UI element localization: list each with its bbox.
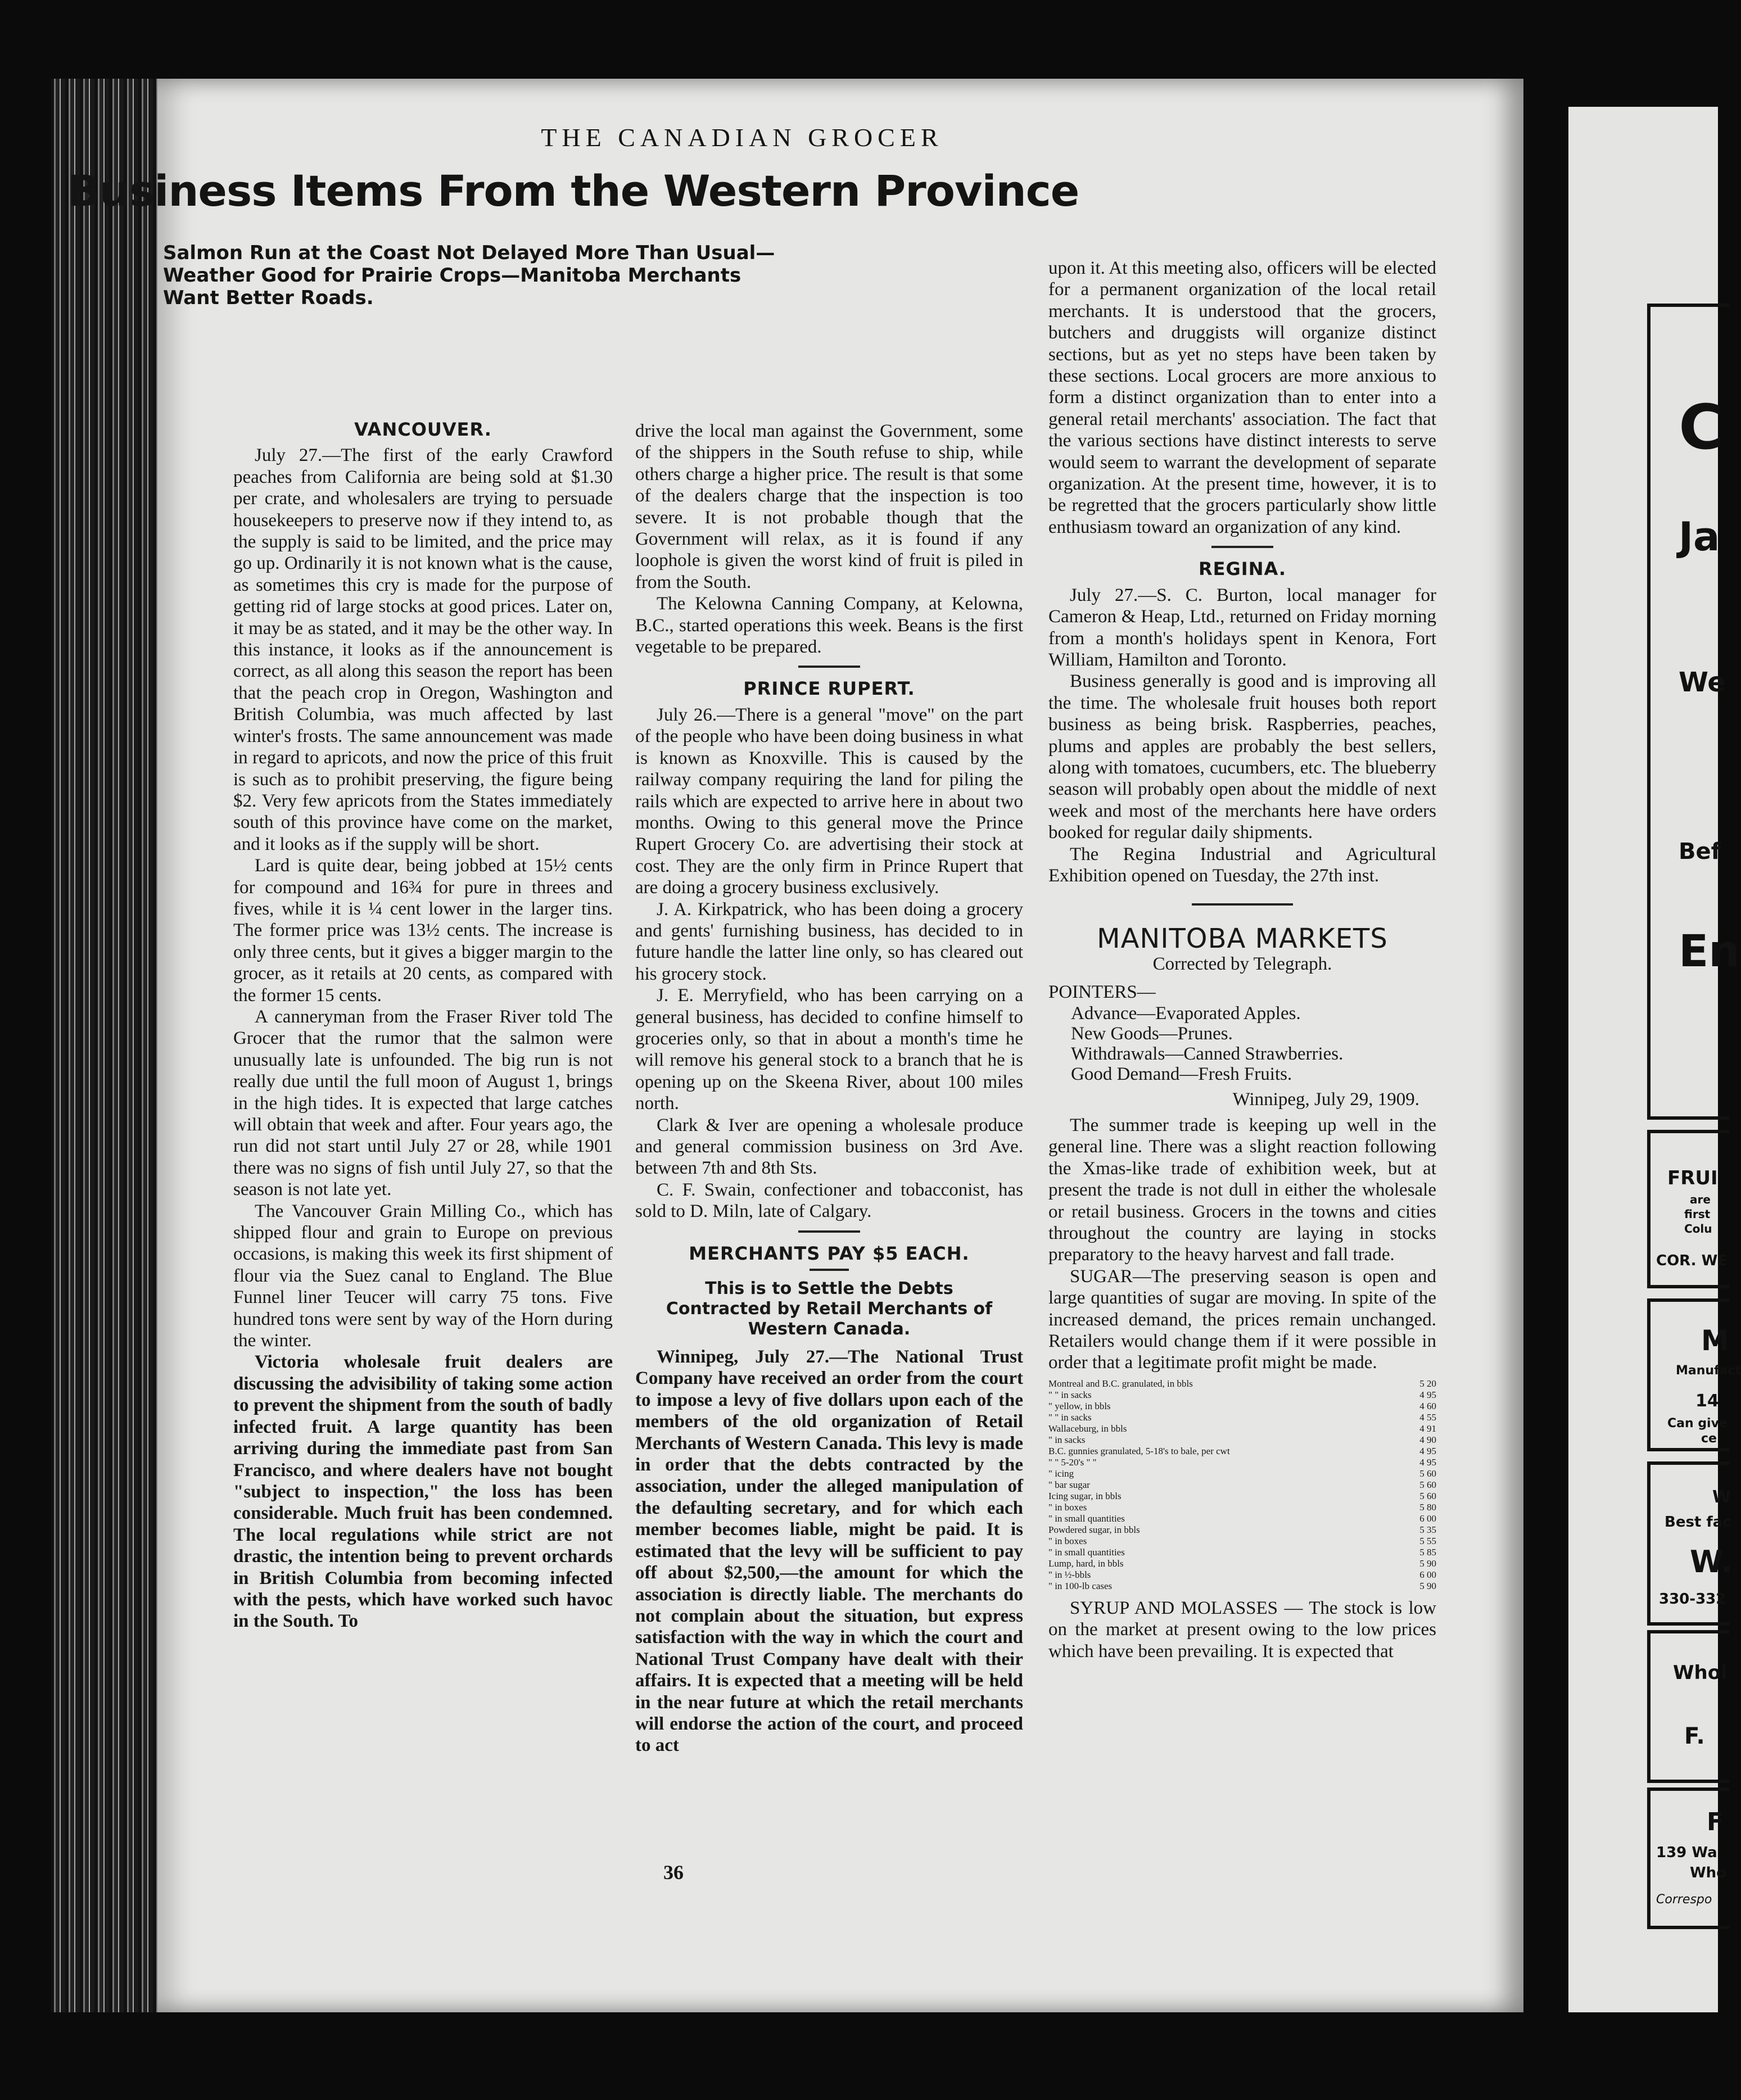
price-row xyxy=(1048,1434,1436,1446)
paragraph: Clark & Iver are opening a wholesale produce and general commission business on 3rd Ave. between 7th and 8th Sts. xyxy=(635,1115,1023,1179)
subhead: Salmon Run at the Coast Not Delayed More Than Usual—Weather Good for Prairie Crops—Manitoba Merchants Want Better Roads. xyxy=(163,242,775,309)
ad-fragment: Whol xyxy=(1673,1662,1728,1684)
price-row xyxy=(1048,1581,1436,1592)
price-item: " in small quantities xyxy=(1048,1513,1125,1524)
price-item: " " in sacks xyxy=(1048,1389,1092,1400)
pointer-item: Withdrawals—Canned Strawberries. xyxy=(1071,1043,1344,1064)
paragraph: Victoria wholesale fruit dealers are discussing the advisibility of taking some action to prevent the shipment from the south of badly infected fruit. A large quantity has been arriving during the immediate past from San Francisco, and where dealers have not bought "subject to inspection," the loss has been considerable. Much fruit has been condemned. The local regulations while strict are not drastic, the intention being to prevent orchards in British Columbia from becoming infected with the pests, which have worked such havoc in the South. To xyxy=(233,1352,613,1632)
price-item: " icing xyxy=(1048,1468,1074,1479)
ad-fragment: Who xyxy=(1690,1864,1727,1881)
price-row xyxy=(1048,1401,1436,1412)
paragraph: The summer trade is keeping up well in the general line. There was a slight reaction following the Xmas-like trade of exhibition week, but at present the trade is not dull in either the wholesale or retail business. Grocers in the towns and cities throughout the country are laying in stocks preparatory to the heavy harvest and fall trade. xyxy=(1048,1115,1436,1265)
ad-fragment: Ja xyxy=(1679,514,1720,560)
price-value: 4 95 xyxy=(1419,1456,1436,1468)
ad-fragment: Colu xyxy=(1684,1222,1712,1235)
section-heading-regina: REGINA. xyxy=(1199,558,1286,580)
ad-fragment: 330-332 xyxy=(1659,1591,1726,1608)
paragraph: J. E. Merryfield, who has been carrying on a general business, has decided to confine himself to groceries only, so that in about a month's time he will remove his general stock to a branch that he is opening up on the Skeena River, about 100 miles north. xyxy=(635,985,1023,1114)
ad-fragment: Best fac xyxy=(1665,1514,1731,1531)
adjacent-ad-box xyxy=(1647,1787,1729,1929)
price-item: " in small quantities xyxy=(1048,1546,1125,1558)
paragraph: The Kelowna Canning Company, at Kelowna, B.C., started operations this week. Beans is the first vegetable to be prepared. xyxy=(635,594,1023,658)
ad-fragment: F. xyxy=(1684,1723,1705,1749)
price-row xyxy=(1048,1524,1436,1536)
pointer-item: Good Demand—Fresh Fruits. xyxy=(1071,1063,1292,1084)
adjacent-ad-box xyxy=(1647,1298,1741,1451)
ad-fragment: COR. WE xyxy=(1656,1252,1728,1269)
price-row xyxy=(1048,1569,1436,1581)
section-subheading-merchants: This is to Settle the Debts Contracted by Retail Merchants of Western Canada. xyxy=(666,1279,993,1339)
price-value: 5 60 xyxy=(1419,1479,1436,1490)
price-row xyxy=(1048,1513,1436,1524)
book-binding-edge xyxy=(51,79,157,2012)
paragraph: Lard is quite dear, being jobbed at 15½ cents for compound and 16¾ for pure in threes and fives, while it is ¼ cent lower in the larger tins. The former price was 13½ cents. The increase is only three cents, but it gives a bigger margin to the grocer, as it retails at 20 cents, as compared with the former 15 cents. xyxy=(233,856,613,1006)
paragraph: Winnipeg, July 27.—The National Trust Company have received an order from the court to impose a levy of five dollars upon each of the members of the old organization of Retail Merchants of Western Canada. This levy is made in order that the debts contracted by the association, under the alleged manipulation of the defaulting secretary, and for which each member becomes liable, might be paid. It is estimated that the levy will be sufficient to pay off about $2,500,—the amount for which the association is directly liable. The merchants do not complain about the situation, but express satisfaction with the way in which the court and National Trust Company have dealt with their affairs. It is expected that a meeting will be held in the near future at which the retail merchants will endorse the action of the court, and proceed to act xyxy=(635,1347,1023,1756)
price-value: 4 90 xyxy=(1419,1434,1436,1445)
price-value: 5 90 xyxy=(1419,1558,1436,1569)
price-value: 5 55 xyxy=(1419,1535,1436,1546)
price-value: 5 35 xyxy=(1419,1524,1436,1535)
price-value: 4 91 xyxy=(1419,1423,1436,1434)
price-value: 5 80 xyxy=(1419,1501,1436,1513)
paragraph: J. A. Kirkpatrick, who has been doing a grocery and gents' furnishing business, has decided to in future handle the latter line only, so has cleared out his grocery stock. xyxy=(635,899,1023,984)
price-item: B.C. gunnies granulated, 5-18's to bale, per cwt xyxy=(1048,1445,1230,1456)
adjacent-ad-box xyxy=(1647,1630,1729,1783)
pointer-item: Advance—Evaporated Apples. xyxy=(1071,1003,1301,1024)
paragraph: July 27.—S. C. Burton, local manager for Cameron & Heap, Ltd., returned on Friday morning from a month's holidays spent in Kenora, Fort William, Hamilton and Toronto. xyxy=(1048,585,1436,670)
price-value: 6 00 xyxy=(1419,1513,1436,1524)
column-1 xyxy=(233,413,613,1632)
price-row xyxy=(1048,1547,1436,1558)
manitoba-markets-title: MANITOBA MARKETS xyxy=(1097,923,1388,955)
price-row xyxy=(1048,1468,1436,1479)
price-item: " in sacks xyxy=(1048,1434,1086,1445)
pointer-item: New Goods—Prunes. xyxy=(1071,1023,1233,1044)
price-value: 5 90 xyxy=(1419,1580,1436,1591)
section-rule xyxy=(810,1269,849,1271)
price-row xyxy=(1048,1479,1436,1491)
ad-fragment: ce xyxy=(1701,1432,1717,1446)
ad-fragment: Can give xyxy=(1667,1416,1728,1431)
adjacent-ad-box xyxy=(1647,1130,1729,1288)
ad-fragment: are xyxy=(1690,1193,1711,1206)
column-2 xyxy=(635,420,1023,1757)
price-item: Lump, hard, in bbls xyxy=(1048,1558,1124,1569)
section-rule xyxy=(1211,546,1273,548)
price-row xyxy=(1048,1491,1436,1502)
paragraph: C. F. Swain, confectioner and tobacconist, has sold to D. Miln, late of Calgary. xyxy=(635,1179,1023,1222)
price-item: " in boxes xyxy=(1048,1535,1087,1546)
paragraph: SYRUP AND MOLASSES — The stock is low on the market at present owing to the low prices which have been prevailing. It is expected that xyxy=(1048,1597,1436,1662)
ad-fragment: W xyxy=(1712,1487,1731,1507)
section-heading-merchants: MERCHANTS PAY $5 EACH. xyxy=(689,1242,970,1264)
ad-fragment: F xyxy=(1707,1808,1724,1836)
price-item: Wallaceburg, in bbls xyxy=(1048,1423,1127,1434)
dateline: Winnipeg, July 29, 1909. xyxy=(1232,1089,1419,1110)
price-row xyxy=(1048,1558,1436,1569)
paragraph: The Regina Industrial and Agricultural Exhibition opened on Tuesday, the 27th inst. xyxy=(1048,844,1436,886)
ad-fragment: Manufact xyxy=(1676,1364,1741,1378)
price-item: " in 100-lb cases xyxy=(1048,1580,1113,1591)
price-value: 4 60 xyxy=(1419,1400,1436,1411)
price-item: " in boxes xyxy=(1048,1501,1087,1513)
price-row xyxy=(1048,1446,1436,1457)
price-item: Powdered sugar, in bbls xyxy=(1048,1524,1140,1535)
price-value: 6 00 xyxy=(1419,1569,1436,1580)
section-heading-prince-rupert: PRINCE RUPERT. xyxy=(743,678,915,700)
ad-fragment: 14 xyxy=(1695,1391,1719,1411)
section-rule xyxy=(798,666,860,668)
price-value: 4 55 xyxy=(1419,1411,1436,1423)
adjacent-ad-box xyxy=(1647,304,1740,1120)
paragraph: July 27.—The first of the early Crawford peaches from California are being sold at $1.30 per crate, and wholesalers are trying to persuade housekeepers to preserve now if they intend to, as the supply is said to be limited, and the price may go up. Ordinarily it is not known what is the cause, as sometimes this cry is made for the purpose of getting rid of large stocks at good prices. Later on, it may be as stated, and it may be the other way. In this instance, it looks as if the announcement is correct, as all along this season the report has been that the peach crop in Oregon, Washington and British Columbia, was much affected by last winter's frosts. The same announcement was made in regard to apricots, and now the price of this fruit is such as to prohibit preserving, the figure being $2. Very few apricots from the States immediately south of this province have come on the market, and it looks as if the supply will be short. xyxy=(233,445,613,854)
paragraph: July 26.—There is a general "move" on the part of the people who have been doing business in what is known as Knoxville. This is caused by the railway company requiring the land for piling the rails which are expected to arrive here in about two months. Owing to this general move the Prince Rupert Grocery Co. are advertising their stock at cost. They are the only firm in Prince Rupert that are doing a grocery business exclusively. xyxy=(635,704,1023,898)
price-value: 5 85 xyxy=(1419,1546,1436,1558)
price-value: 5 60 xyxy=(1419,1490,1436,1501)
price-row xyxy=(1048,1412,1436,1423)
paragraph: The Vancouver Grain Milling Co., which has shipped flour and grain to Europe on previous occasions, is making this week its first shipment of flour via the Suez canal to England. The Blue Funnel liner Teucer will carry 75 tons. Five hundred tons were sent by way of the Horn during the winter. xyxy=(233,1201,613,1351)
paragraph: SUGAR—The preserving season is open and large quantities of sugar are moving. In spite of the increased demand, the prices remain unchanged. Retailers would change them if it were possible in order that a legitimate profit might be made. xyxy=(1048,1266,1436,1373)
paragraph: upon it. At this meeting also, officers will be elected for a permanent organization of the local retail merchants. It is understood that the grocers, butchers and druggists will organize distinct sections, but as yet no steps have been taken by these sections. Local grocers are more anxious to form a distinct organization than to enter into a general retail merchants' association. The fact that the various sections have distinct interests to serve would seem to warrant the development of separate organization. At the present time, however, it is to be regretted that the grocers particularly show little enthusiasm toward an organization of any kind. xyxy=(1048,258,1436,537)
paragraph: A canneryman from the Fraser River told The Grocer that the rumor that the salmon were unusually late is unfounded. The big run is not really due until the full moon of August 1, brings in the high tides. It is expected that large catches will obtain that week and after. Four years ago, the run did not start until July 27 or 28, while 1901 there was no signs of fish until July 27, so that the season is not late yet. xyxy=(233,1006,613,1200)
ad-fragment: W. xyxy=(1690,1544,1733,1579)
ad-fragment: 139 Wa xyxy=(1656,1844,1717,1861)
manitoba-markets-subtitle: Corrected by Telegraph. xyxy=(1152,953,1332,974)
price-value: 4 95 xyxy=(1419,1445,1436,1456)
price-value: 5 20 xyxy=(1419,1378,1436,1389)
price-item: Icing sugar, in bbls xyxy=(1048,1490,1122,1501)
price-item: " yellow, in bbls xyxy=(1048,1400,1111,1411)
price-item: Montreal and B.C. granulated, in bbls xyxy=(1048,1378,1193,1389)
price-value: 5 60 xyxy=(1419,1468,1436,1479)
column-3 xyxy=(1048,257,1436,1662)
paragraph: Business generally is good and is improving all the time. The wholesale fruit houses both report business as being brisk. Raspberries, peaches, plums and apples are probably the best sellers, along with tomatoes, cucumbers, etc. The blueberry season will probably open about the middle of next week and most of the merchants here have orders booked for regular daily shipments. xyxy=(1048,671,1436,843)
price-item: " bar sugar xyxy=(1048,1479,1090,1490)
price-row xyxy=(1048,1502,1436,1513)
price-row xyxy=(1048,1378,1436,1390)
price-row xyxy=(1048,1457,1436,1468)
ad-fragment: We xyxy=(1679,667,1726,698)
ad-fragment: En xyxy=(1679,926,1740,977)
price-value: 4 95 xyxy=(1419,1389,1436,1400)
price-item: " " 5-20's " " xyxy=(1048,1456,1097,1468)
running-head: THE CANADIAN GROCER xyxy=(541,123,943,152)
ad-fragment: first xyxy=(1684,1207,1711,1221)
ad-fragment: M xyxy=(1701,1324,1729,1357)
price-item: " " in sacks xyxy=(1048,1411,1092,1423)
ad-fragment: C xyxy=(1679,391,1724,463)
ad-fragment: Bef xyxy=(1679,839,1721,865)
ad-fragment: Correspo xyxy=(1656,1893,1712,1907)
paragraph: drive the local man against the Government, some of the shippers in the South refuse to ship, while others charge a higher price. The result is that some of the dealers charge that the inspection is too severe. It is not probable though that the Government will relax, as it is found if any loophole is given the worst kind of fruit is piled in from the South. xyxy=(635,421,1023,592)
price-item: " in ½-bbls xyxy=(1048,1569,1091,1580)
section-rule xyxy=(1192,903,1293,906)
page-number: 36 xyxy=(663,1861,684,1884)
sugar-price-table xyxy=(1048,1378,1436,1592)
pointers-heading: POINTERS— xyxy=(1048,982,1156,1003)
section-heading-vancouver: VANCOUVER. xyxy=(354,419,492,440)
section-rule xyxy=(798,1230,860,1233)
adjacent-ad-box xyxy=(1647,1461,1733,1626)
price-row xyxy=(1048,1423,1436,1434)
price-row xyxy=(1048,1390,1436,1401)
ad-fragment: FRUI xyxy=(1667,1167,1718,1189)
headline: Business Items From the Western Province xyxy=(67,166,1079,216)
price-row xyxy=(1048,1536,1436,1547)
